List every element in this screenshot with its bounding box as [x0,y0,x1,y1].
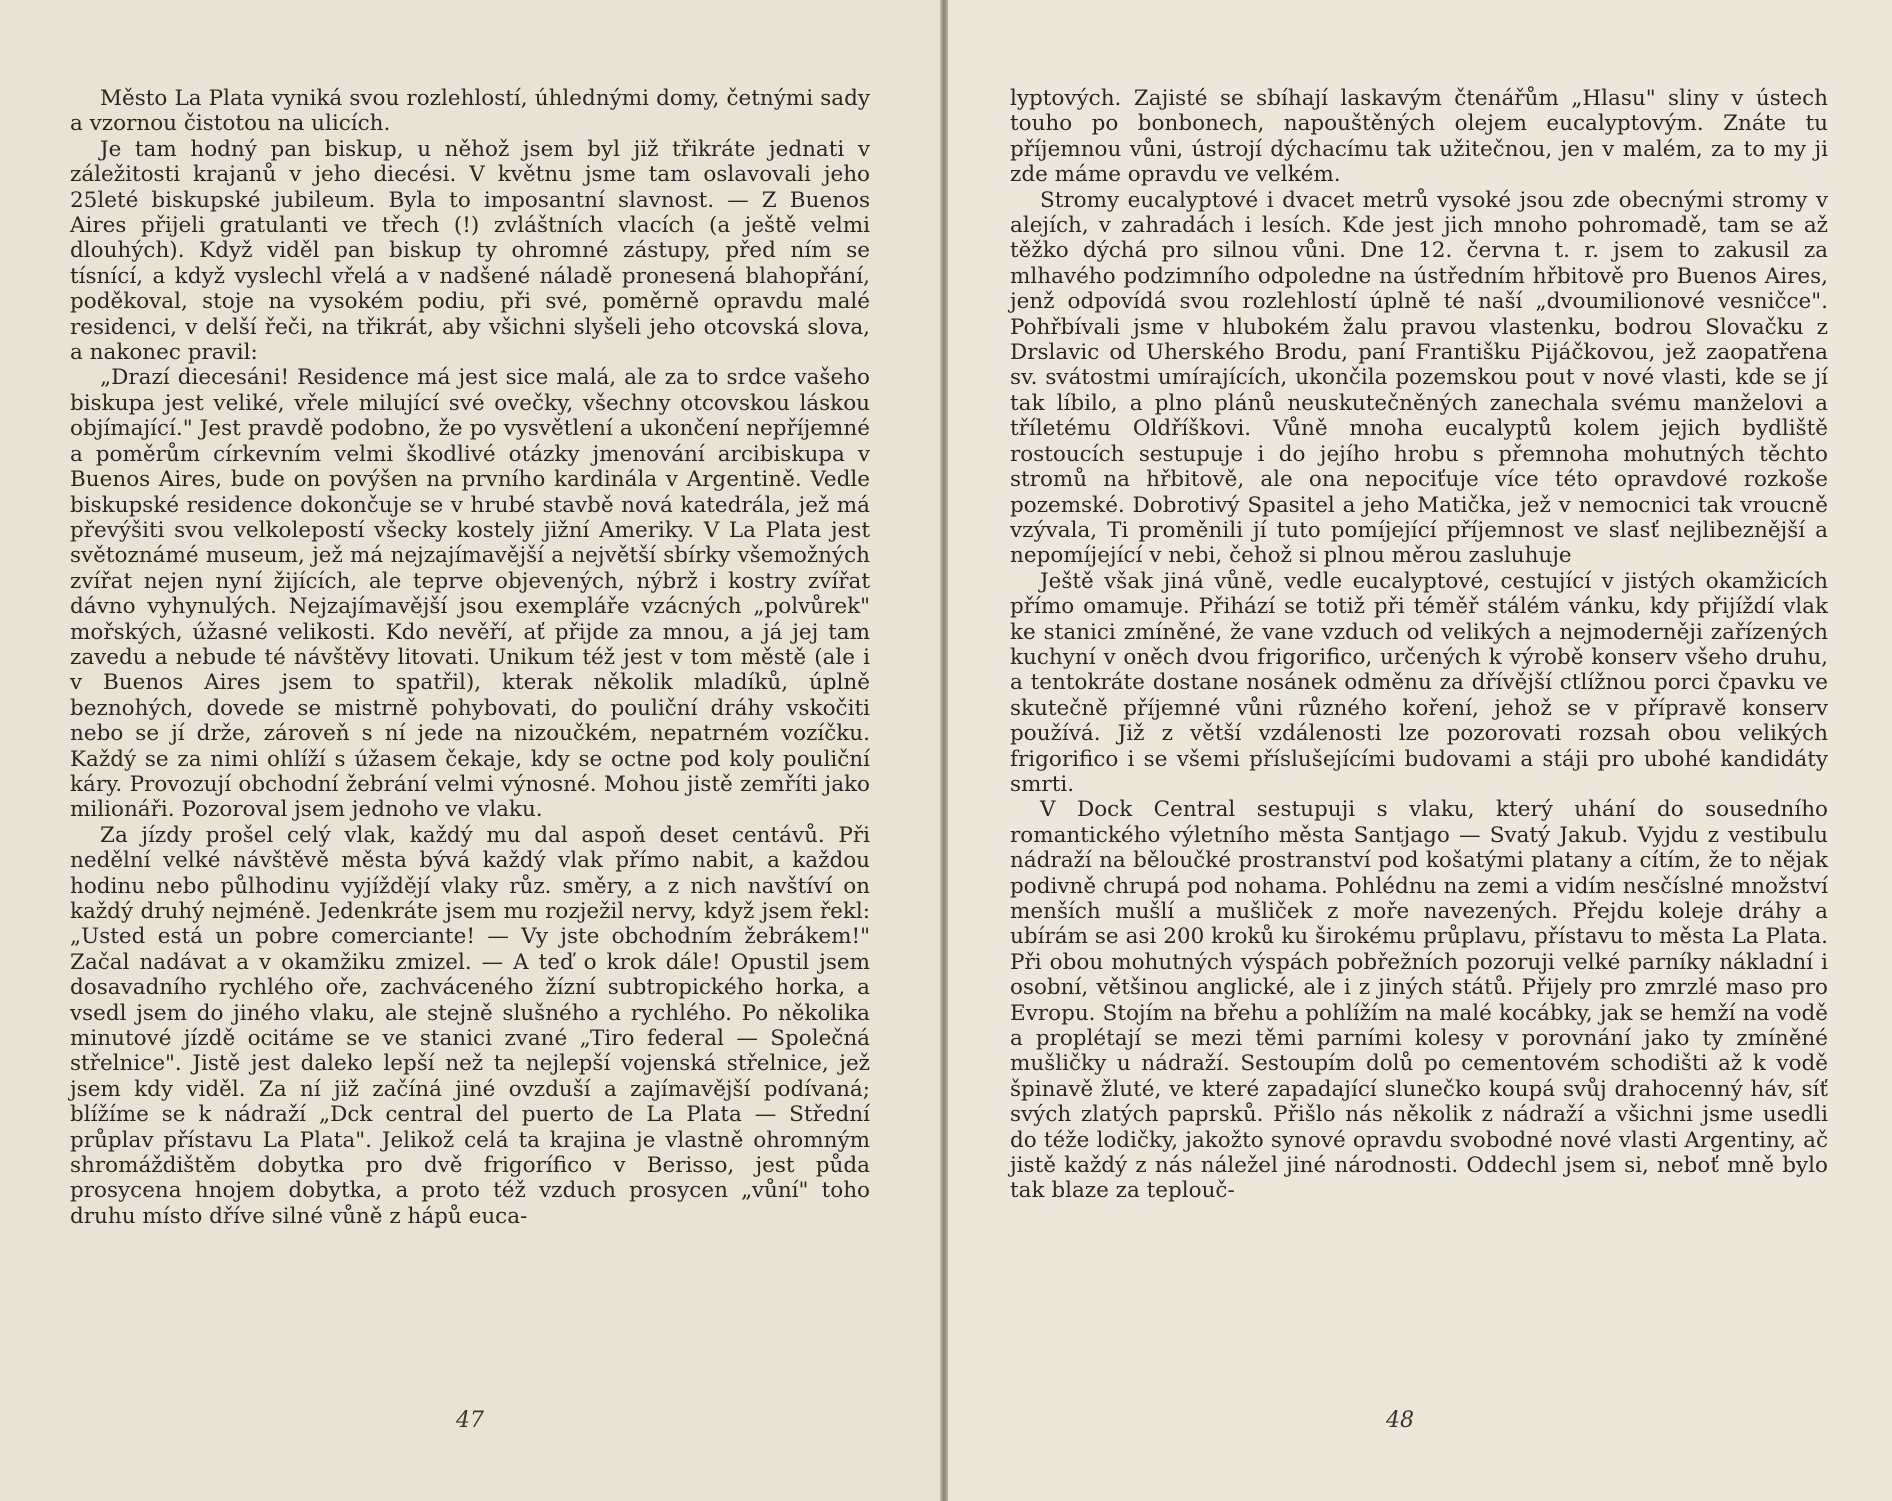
left-text-column [70,86,870,1229]
page-number: 47 [456,1408,484,1433]
right-text-column [1010,86,1828,1204]
paragraph: Ještě však jiná vůně, vedle eucalyptové, cestující v jistých okamžicích přímo omamuje. Přihází se totiž při téměř stálém vánku, kdy přijíždí vlak ke stanici zmíněné, že vane vzduch od velikých a nejmoderněji zařízených kuchyní v oněch dvou frigorifico, určených k výrobě konserv všeho druhu, a tentokráte dostane nosánek odměnu za dřívější ctlížnou porci čpavku ve skutečně příjemné vůni různého koření, jehož se v přípravě konserv používá. Již z větší vzdálenosti lze pozorovati rozsah obou velikých frigorifico i se všemi příslušejícími budovami a stáji pro ubohé kandidáty smrti. [1010,568,1828,797]
paragraph: Stromy eucalyptové i dvacet metrů vysoké jsou zde obecnými stromy v alejích, v zahradách i lesích. Kde jest jich mnoho pohromadě, tam se až těžko dýchá pro silnou vůni. Dne 12. června t. r. jsem to zakusil za mlhavého podzimního odpoledne na ústředním hřbitově pro Buenos Aires, jenž odpovídá svou rozlehlostí úplně té naší „dvoumilionové vesničce". Pohřbívali jsme v hlubokém žalu pravou vlastenku, bodrou Slovačku z Drslavic od Uherského Brodu, paní Františku Pijáčkovou, jež zaopatřena sv. svátostmi umírajících, ukončila pozemskou pout v nové vlasti, kde se jí tak líbilo, a plno plánů neuskutečněných zanechala svému manželovi a tříletému Oldříškovi. Vůně mnoha eucalyptů kolem jejich bydliště rostoucích sestupuje i do jejího hrobu s přemnoha mohutných těchto stromů na hřbitově, ale ona nepociťuje více této opravdové rozkoše pozemské. Dobrotivý Spasitel a jeho Matička, jež v nemocnici tak vroucně vzývala, Ti proměnili jí tuto pomíjející příjemnost ve slasť nejlibeznější a nepomíjející v nebi, čehož si plnou měrou zasluhuje [1010,187,1828,569]
right-page [948,0,1892,1501]
paragraph: Město La Plata vyniká svou rozlehlostí, úhlednými domy, četnými sady a vzornou čistotou na ulicích. [70,86,870,137]
paragraph: V Dock Central sestupuji s vlaku, který uhání do sousedního romantického výletního města Santjago — Svatý Jakub. Vyjdu z vestibulu nádraží na běloučké prostranství pod košatými platany a cítím, že to nějak podivně chrupá pod nohama. Pohlédnu na zemi a vidím nesčíslné množství menších mušlí a mušliček z moře navezených. Přejdu koleje dráhy a ubírám se asi 200 kroků ku širokému průplavu, přístavu to města La Plata. Při obou mohutných výspách pobřežních pozoruji velké parníky nákladní i osobní, většinou anglické, ale i z jiných států. Přijely pro zmrzlé maso pro Evropu. Stojím na břehu a pohlížím na malé kocábky, jak se hemží na vodě a proplétají se mezi těmi parními kolesy v porovnání jako ty zmíněné mušličky u nádraží. Sestoupím dolů po cementovém schodišti až k vodě špinavě žluté, ve které zapadající slunečko koupá svůj drahocenný háv, síť svých zlatých paprsků. Přišlo nás několik z nádraží a všichni jsme usedli do téže lodičky, jakožto synové opravdu svobodné nové vlasti Argentiny, ač jistě každý z nás náležel jiné národnosti. Oddechl jsem si, neboť mně bylo tak blaze za teplouč- [1010,797,1828,1204]
paragraph: Je tam hodný pan biskup, u něhož jsem byl již třikráte jednati v záležitosti krajanů v jeho diecési. V květnu jsme tam oslavovali jeho 25leté biskupské jubileum. Byla to imposantní slavnost. — Z Buenos Aires přijeli gratulanti ve třech (!) zvláštních vlacích (a ještě velmi dlouhých). Když viděl pan biskup ty ohromné zástupy, před ním se tísnící, a když vyslechl vřelá a v nadšené náladě pronesená blahopřání, poděkoval, stoje na vysokém podiu, při své, poměrně opravdu malé residenci, v delší řeči, na třikrát, aby všichni slyšeli jeho otcovská slova, a nakonec pravil: [70,136,870,366]
paragraph: „Drazí diecesáni! Residence má jest sice malá, ale za to srdce vašeho biskupa jest veliké, vřele milující své ovečky, všechny otcovskou láskou objímající." Jest pravdě podobno, že po vysvětlení a ukončení nepříjemné a poměrům církevním velmi škodlivé otázky jmenování arcibiskupa v Buenos Aires, bude on povýšen na prvního kardinála v Argentině. Vedle biskupské residence dokončuje se v hrubé stavbě nová katedrála, jež má převýšiti svou velkolepostí všecky kostely jižní Ameriky. V La Plata jest světoznámé museum, jež má nejzajímavější a největší sbírky všemožných zvířat nejen nyní žijících, ale teprve objevených, nýbrž i kostry zvířat dávno vyhynulých. Nejzajímavější jsou exempláře vzácných „polvůrek" mořských, úžasné velikosti. Kdo nevěří, ať přijde za mnou, a já jej tam zavedu a nebude té návštěvy litovati. Unikum též jest v tom městě (ale i v Buenos Aires jsem to spatřil), kterak několik mladíků, úplně beznohých, dovede se mistrně pohybovati, do pouliční dráhy vskočiti nebo se jí drže, zároveň s ní jede na nizoučkém, nepatrném vozíčku. Každý se za nimi ohlíží s úžasem čekaje, kdy se octne pod koly pouliční káry. Provozují obchodní žebrání velmi výnosné. Mohou jistě zemříti jako milionáři. Pozoroval jsem jednoho ve vlaku. [70,365,870,823]
paragraph: Za jízdy prošel celý vlak, každý mu dal aspoň deset centávů. Při nedělní velké návštěvě města bývá každý vlak přímo nabit, a každou hodinu nebo půlhodinu vyjíždějí vlaky růz. směry, a z nich navštíví on každý druhý nejméně. Jedenkráte jsem mu rozježil nervy, když jsem řekl: „Usted está un pobre comerciante! — Vy jste obchodním žebrákem!" Začal nadávat a v okamžiku zmizel. — A teď o krok dále! Opustil jsem dosavadního rychlého oře, zachváceného žízní subtropického horka, a vsedl jsem do jiného vlaku, ale stejně slušného a rychlého. Po několika minutové jízdě ocitáme se ve stanici zvané „Tiro federal — Společná střelnice". Jistě jest daleko lepší než ta nejlepší vojenská střelnice, jež jsem kdy viděl. Za ní již začíná jiné ovzduší a zajímavější podívaná; blížíme se k nádraží „Dck central del puerto de La Plata — Střední průplav přístavu La Plata". Jelikož celá ta krajina je vlastně ohromným shromáždištěm dobytka pro dvě frigorífico v Berisso, jest půda prosycena hnojem dobytka, a proto též vzduch prosycen „vůní" toho druhu místo dříve silné vůně z hápů euca- [70,822,870,1229]
paragraph: lyptových. Zajisté se sbíhají laskavým čtenářům „Hlasu" sliny v ústech touho po bonbonech, napouštěných olejem eucalyptovým. Znáte tu příjemnou vůni, ústrojí dýchacímu tak užitečnou, jen v malém, za to my ji zde máme opravdu ve velkém. [1010,86,1828,188]
page-number: 48 [1386,1408,1414,1433]
left-page [0,0,940,1501]
book-gutter [940,0,948,1501]
